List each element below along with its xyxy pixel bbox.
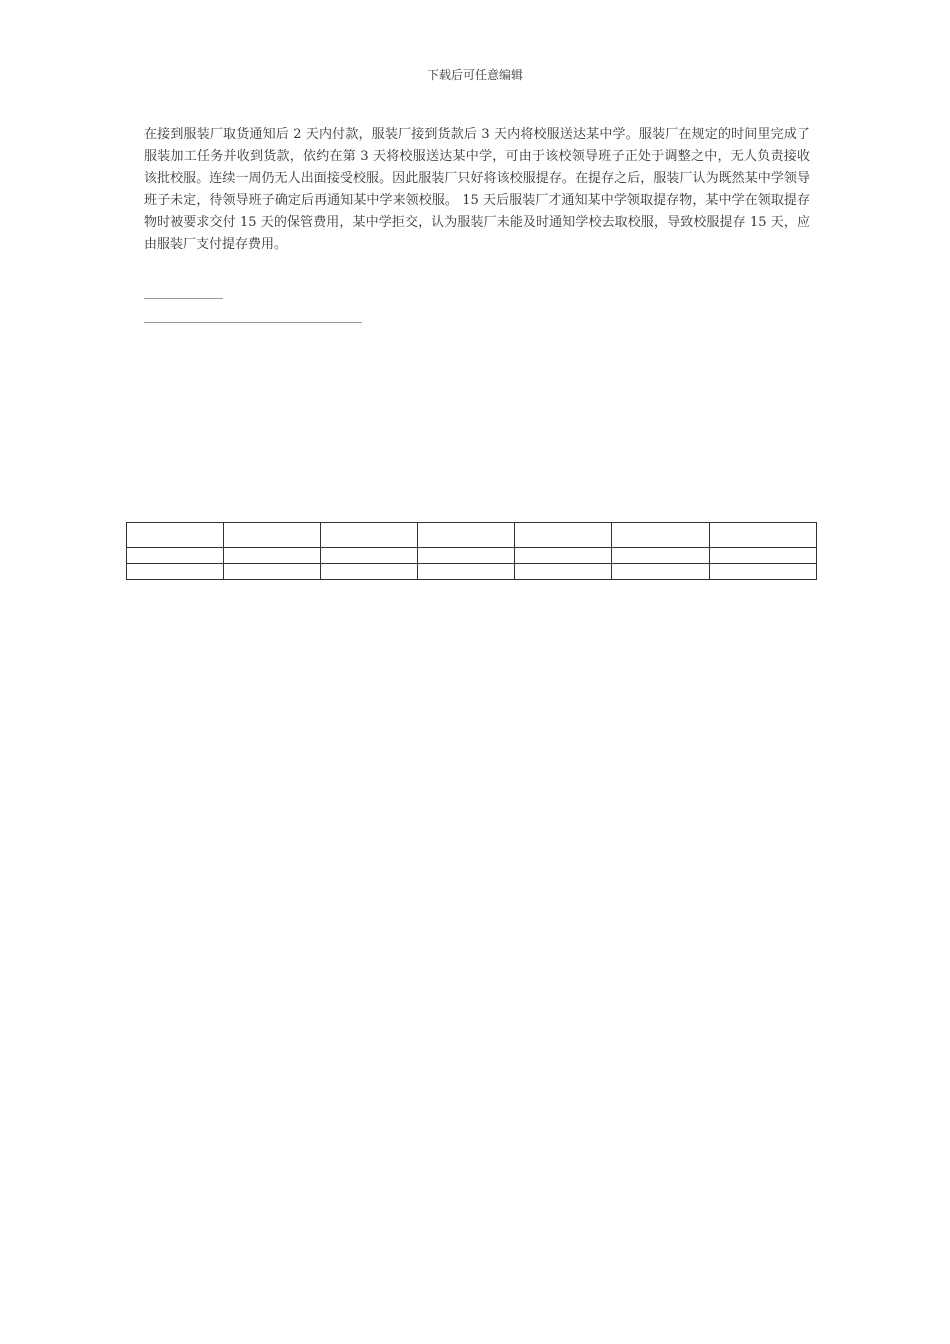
table-cell: [321, 548, 418, 564]
table-cell: [418, 548, 515, 564]
table-cell: [127, 548, 224, 564]
table-cell: [224, 523, 321, 548]
table-cell: [612, 548, 710, 564]
table-cell: [418, 564, 515, 580]
table-cell: [418, 523, 515, 548]
blank-table: [126, 522, 817, 580]
table-cell: [710, 548, 817, 564]
table-cell: [515, 564, 612, 580]
table-cell: [321, 523, 418, 548]
table-cell: [127, 564, 224, 580]
table-row: [127, 564, 817, 580]
table-cell: [710, 523, 817, 548]
table-cell: [127, 523, 224, 548]
body-paragraph: 在接到服装厂取货通知后 2 天内付款，服装厂接到货款后 3 天内将校服送达某中学。服装厂在规定的时间里完成了服装加工任务并收到货款，依约在第 3 天将校服送达某中学，可由于该校领导班子正处于调整之中，无人负责接收该批校服。连续一周仍无人出面接受校服。因此服装厂只好将该校服提存。在提存之后，服装厂认为既然某中学领导班子未定，待领导班子确定后再通知某中学来领校服。 15 天后服装厂才通知某中学领取提存物，某中学在领取提存物时被要求交付 15 天的保管费用，某中学拒交，认为服装厂未能及时通知学校去取校服，导致校服提存 15 天，应由服装厂支付提存费用。: [144, 127, 810, 252]
table-cell: [612, 523, 710, 548]
short-divider-line: [144, 298, 223, 299]
table-row: [127, 523, 817, 548]
table-cell: [321, 564, 418, 580]
table-cell: [515, 548, 612, 564]
long-divider-line: [144, 322, 362, 323]
page-header-note: 下载后可任意编辑: [426, 68, 523, 82]
table-cell: [224, 548, 321, 564]
table-row: [127, 548, 817, 564]
table-cell: [515, 523, 612, 548]
table-cell: [710, 564, 817, 580]
table-cell: [224, 564, 321, 580]
table-cell: [612, 564, 710, 580]
